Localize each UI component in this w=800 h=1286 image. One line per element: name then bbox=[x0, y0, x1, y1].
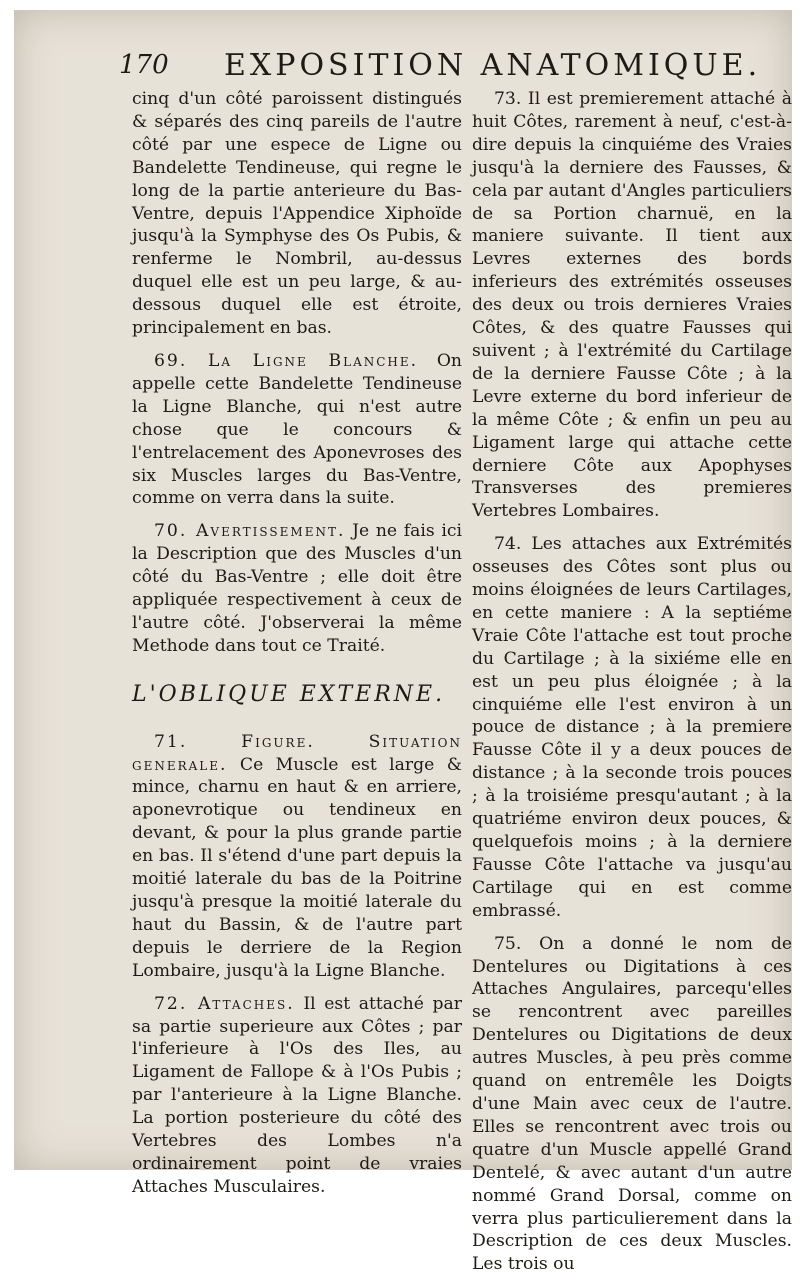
right-column bbox=[472, 88, 792, 1286]
paragraph-69-text: On appelle cette Bandelette Tendineuse la Ligne Blanche, qui n'est autre chose que le concours & l'entrelacement des Aponevroses des six Muscles larges du Bas-Ventre, comme on verra dans la suite. bbox=[132, 350, 462, 509]
page-number: 170 bbox=[119, 50, 169, 80]
page-header bbox=[119, 48, 779, 88]
book-page bbox=[14, 10, 792, 1275]
paragraph-71 bbox=[132, 731, 462, 983]
paragraph-70-text: Je ne fais ici la Description que des Muscles d'un côté du Bas-Ventre ; elle doit être appliquée respectivement à ceux de l'autre côté. J'observerai la même Methode dans tout ce Traité. bbox=[132, 521, 462, 656]
paragraph-70-heading: 70. Avertissement. bbox=[154, 521, 346, 542]
running-title: EXPOSITION ANATOMIQUE. bbox=[224, 48, 762, 83]
section-title: L'OBLIQUE EXTERNE. bbox=[132, 681, 446, 707]
paragraph-72 bbox=[132, 993, 462, 1199]
paragraph-70 bbox=[132, 520, 462, 657]
paragraph-71-heading: 71. Figure. Situation generale. bbox=[132, 731, 462, 775]
paragraph-69-heading: 69. La Ligne Blanche. bbox=[154, 350, 419, 371]
paragraph-72-heading: 72. Attaches. bbox=[154, 993, 295, 1014]
paragraph-71-text: Ce Muscle est large & mince, charnu en haut & en arriere, aponevrotique ou tendineux en devant, & pour la plus grande partie en bas. Il s'étend d'une part depuis la moitié laterale du bas de la Poitrine jusqu'à presque la moitié laterale du haut du Bassin, & de l'autre part depuis le derriere de la Region Lombaire, jusqu'à la Ligne Blanche. bbox=[132, 754, 463, 981]
paragraph-continuation: cinq d'un côté paroissent distingués & séparés des cinq pareils de l'autre côté par une espece de Ligne ou Bandelette Tendineuse, qui regne le long de la partie anterieure du Bas-Ventre, depuis l'Appendice Xiphoïde jusqu'à la Symphyse des Os Pubis, & renferme le Nombril, au-dessus duquel elle est un peu large, & au-dessous duquel elle est étroite, principalement en bas. bbox=[132, 89, 462, 339]
paragraph-72-text: Il est attaché par sa partie superieure aux Côtes ; par l'inferieure à l'Os des Iles, au Ligament de Fallope & à l'Os Pubis ; par l'anterieure à la Ligne Blanche. La portion posterieure du côté des Vertebres des Lombes n'a ordinairement point de vraies Attaches Musculaires. bbox=[132, 993, 463, 1197]
paragraph-75: 75. On a donné le nom de Dentelures ou Digitations à ces Attaches Angulaires, parcequ'elles se rencontrent avec pareilles Dentelures ou Digitations de deux autres Muscles, à peu près comme quand on entremêle les Doigts d'une Main avec ceux de l'autre. Elles se rencontrent avec trois ou quatre d'un Muscle appellé Grand Dentelé, & avec autant d'un autre nommé Grand Dorsal, comme on verra plus particulierement dans la Description de ces deux Muscles. Les trois ou bbox=[472, 933, 792, 1275]
paragraph-69 bbox=[132, 350, 462, 510]
paragraph-73: 73. Il est premierement attaché à huit Côtes, rarement à neuf, c'est-à-dire depuis la cinquiéme des Vraies jusqu'à la derniere des Fausses, & cela par autant d'Angles particuliers de sa Portion charnuë, en la maniere suivante. Il tient aux Levres externes des bords inferieurs des extrémités osseuses des deux ou trois dernieres Vraies Côtes, & des quatre Fausses qui suivent ; à l'extrémité du Cartilage de la derniere Fausse Côte ; à la Levre externe du bord inferieur de la même Côte ; & enfin un peu au Ligament large qui attache cette derniere Côte aux Apophyses Transverses des premieres Vertebres Lombaires. bbox=[472, 89, 792, 522]
paragraph-74: 74. Les attaches aux Extrémités osseuses des Côtes sont plus ou moins éloignées de leurs Cartilages, en cette maniere : A la septiéme Vraie Côte l'attache est tout proche du Cartilage ; à la sixiéme elle en est un peu plus éloignée ; à la cinquiéme elle l'est environ à un pouce de distance ; à la premiere Fausse Côte il y a deux pouces de distance ; à la seconde trois pouces ; à la troisiéme presqu'autant ; à la quatriéme environ deux pouces, & quelquefois moins ; à la derniere Fausse Côte l'attache va jusqu'au Cartilage qui en est comme embrassé. bbox=[472, 534, 792, 921]
left-column bbox=[132, 88, 462, 1209]
